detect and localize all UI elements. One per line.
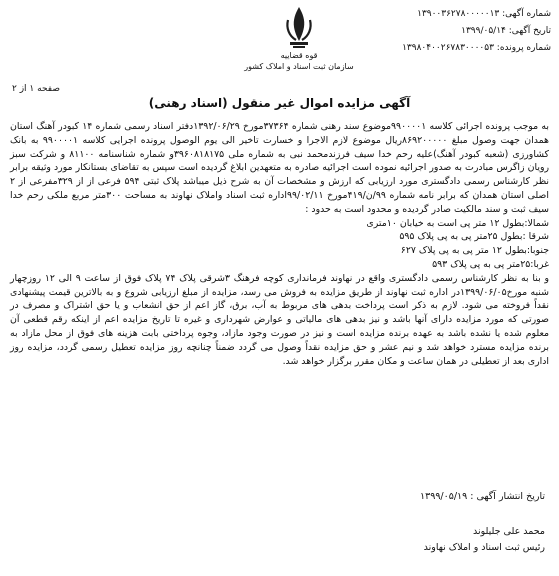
notice-paragraph-2: و بنا به نظر کارشناس رسمی دادگستری واقع در نهاوند فرمانداری کوچه فرهنگ ۳شرقی پلاک ۷۴ پلاک فوق از ساعت ۹ الی ۱۲ روزچهار شنبه مورخ۱۳۹۹/۰۶/۰۵در اداره ثبت نهاوند از طریق مزایده به فروش می رسد، مزایده از مبلغ ارزیابی شروع و به بالاترین قیمت پیشنهادی نقداً فروخته می شود. لازم به ذکر است پرداخت بدهی های مربوط به آب، برق، گاز اعم از حق انشعاب و یا حق اشتراک و مصرف در صورتی که مورد مزایده دارای آنها باشد و نیز بدهی های مالیاتی و عوارض شهرداری و غیره تا تاریخ مزایده اعم از اینکه رقم قطعی آن معلوم شده یا نشده باشد به عهده برنده مزایده است و نیز در صورت وجود مازاد، وجوه پرداختی بابت هزینه های فوق از محل مازاد به برنده مزایده مسترد خواهد شد و نیم عشر و حق مزایده نقداً وصول می گردد ضمناً چنانچه روز مزایده تعطیل رسمی گردد، مزایده روز اداری بعد از تعطیلی در همان ساعت و مکان مقرر برگزار خواهد شد.: [10, 272, 549, 367]
signature-block: [424, 524, 545, 556]
judiciary-emblem-icon: [279, 4, 319, 50]
boundary-east: شرقا :بطول ۲۵متر پی به پی پلاک ۵۹۵: [399, 231, 549, 243]
notice-paragraph-1: به موجب پرونده اجرائی کلاسه ۹۹۰۰۰۰۱موضوع سند رهنی شماره ۳۷۳۶۴مورخ ۱۳۹۲/۰۶/۲۹دفتر اسناد رسمی شماره ۱۴ کبودر آهنگ استان همدان جهت وصول مبلغ ۸۶۹۲۰۰۰۰۰ریال موضوع لازم الاجرا و خسارت تاخیر الی یوم الوصول پرونده اجرایی کلاسه ۹۹۰۰۰۰۱ به بانک کشاورزی (شعبه کبودر آهنگ)علیه رحم خدا سیف فرزندمحمد نبی به شماره ملی ۳۹۶۰۸۱۸۱۷۵و شماره شناسنامه ۸۱۱۰۰ و شرکت سبز رویان زاگرس مبادرت به صدور اجرائیه نموده است اجرائیه صادره به متعهدین ابلاغ گردیده است سپس به تقاضای بستانکار مورد وثیقه برابر نظر کارشناس رسمی دادگستری مورد ارزیابی که ارزش و مشخصات آن به شرح ذیل میباشد پلاک ثبتی ۵۹۴ فرعی از از ۳۲۹مفرعی از ۲ اصلی استان همدان که برابر نامه شماره ۹۹/ن/۴۱۹مورخ ۹۹/۰۲/۱۱اداره ثبت اسناد واملاک نهاوند به مساحت ۳۰۰متر مربع ملکی رحم خدا سیف ثبت و سند مالکیت صادر گردیده و محدود است به حدود :: [10, 121, 550, 215]
notice-body: [10, 120, 549, 368]
ad-number: شماره آگهی: ۱۳۹۰۰۳۶۲۷۸۰۰۰۰۰۱۳: [417, 9, 551, 19]
signer-title: رئیس ثبت اسناد و املاک نهاوند: [423, 542, 545, 553]
judiciary-logo: [244, 4, 354, 84]
case-number: شماره پرونده: ۱۳۹۸۰۴۰۰۲۶۷۸۳۰۰۰۰۵۳: [402, 43, 551, 53]
signer-name: محمد علی جلیلوند: [472, 526, 545, 537]
boundary-south: جنوبا:بطول ۱۲ متر پی به پی پلاک ۶۲۷: [400, 245, 549, 257]
notice-title: آگهی مزایده اموال غیر منقول (اسناد رهنی): [148, 96, 411, 110]
boundary-west: غربا:۲۵متر پی به پی پلاک ۵۹۳: [432, 258, 549, 270]
logo-organization-text: سازمان ثبت اسناد و املاک کشور: [244, 62, 354, 71]
ad-date: تاریخ آگهی: ۱۳۹۹/۰۵/۱۴: [461, 26, 551, 36]
boundary-north: شمالا:بطول ۱۲ متر پی است به خیابان ۱۰متری: [366, 217, 549, 229]
publish-date: تاریخ انتشار آگهی : ۱۳۹۹/۰۵/۱۹: [420, 491, 545, 502]
logo-judiciary-text: قوه قضاییه: [280, 51, 318, 60]
page-number: صفحه ۱ از ۲: [12, 84, 60, 94]
notice-metadata: [351, 6, 551, 57]
